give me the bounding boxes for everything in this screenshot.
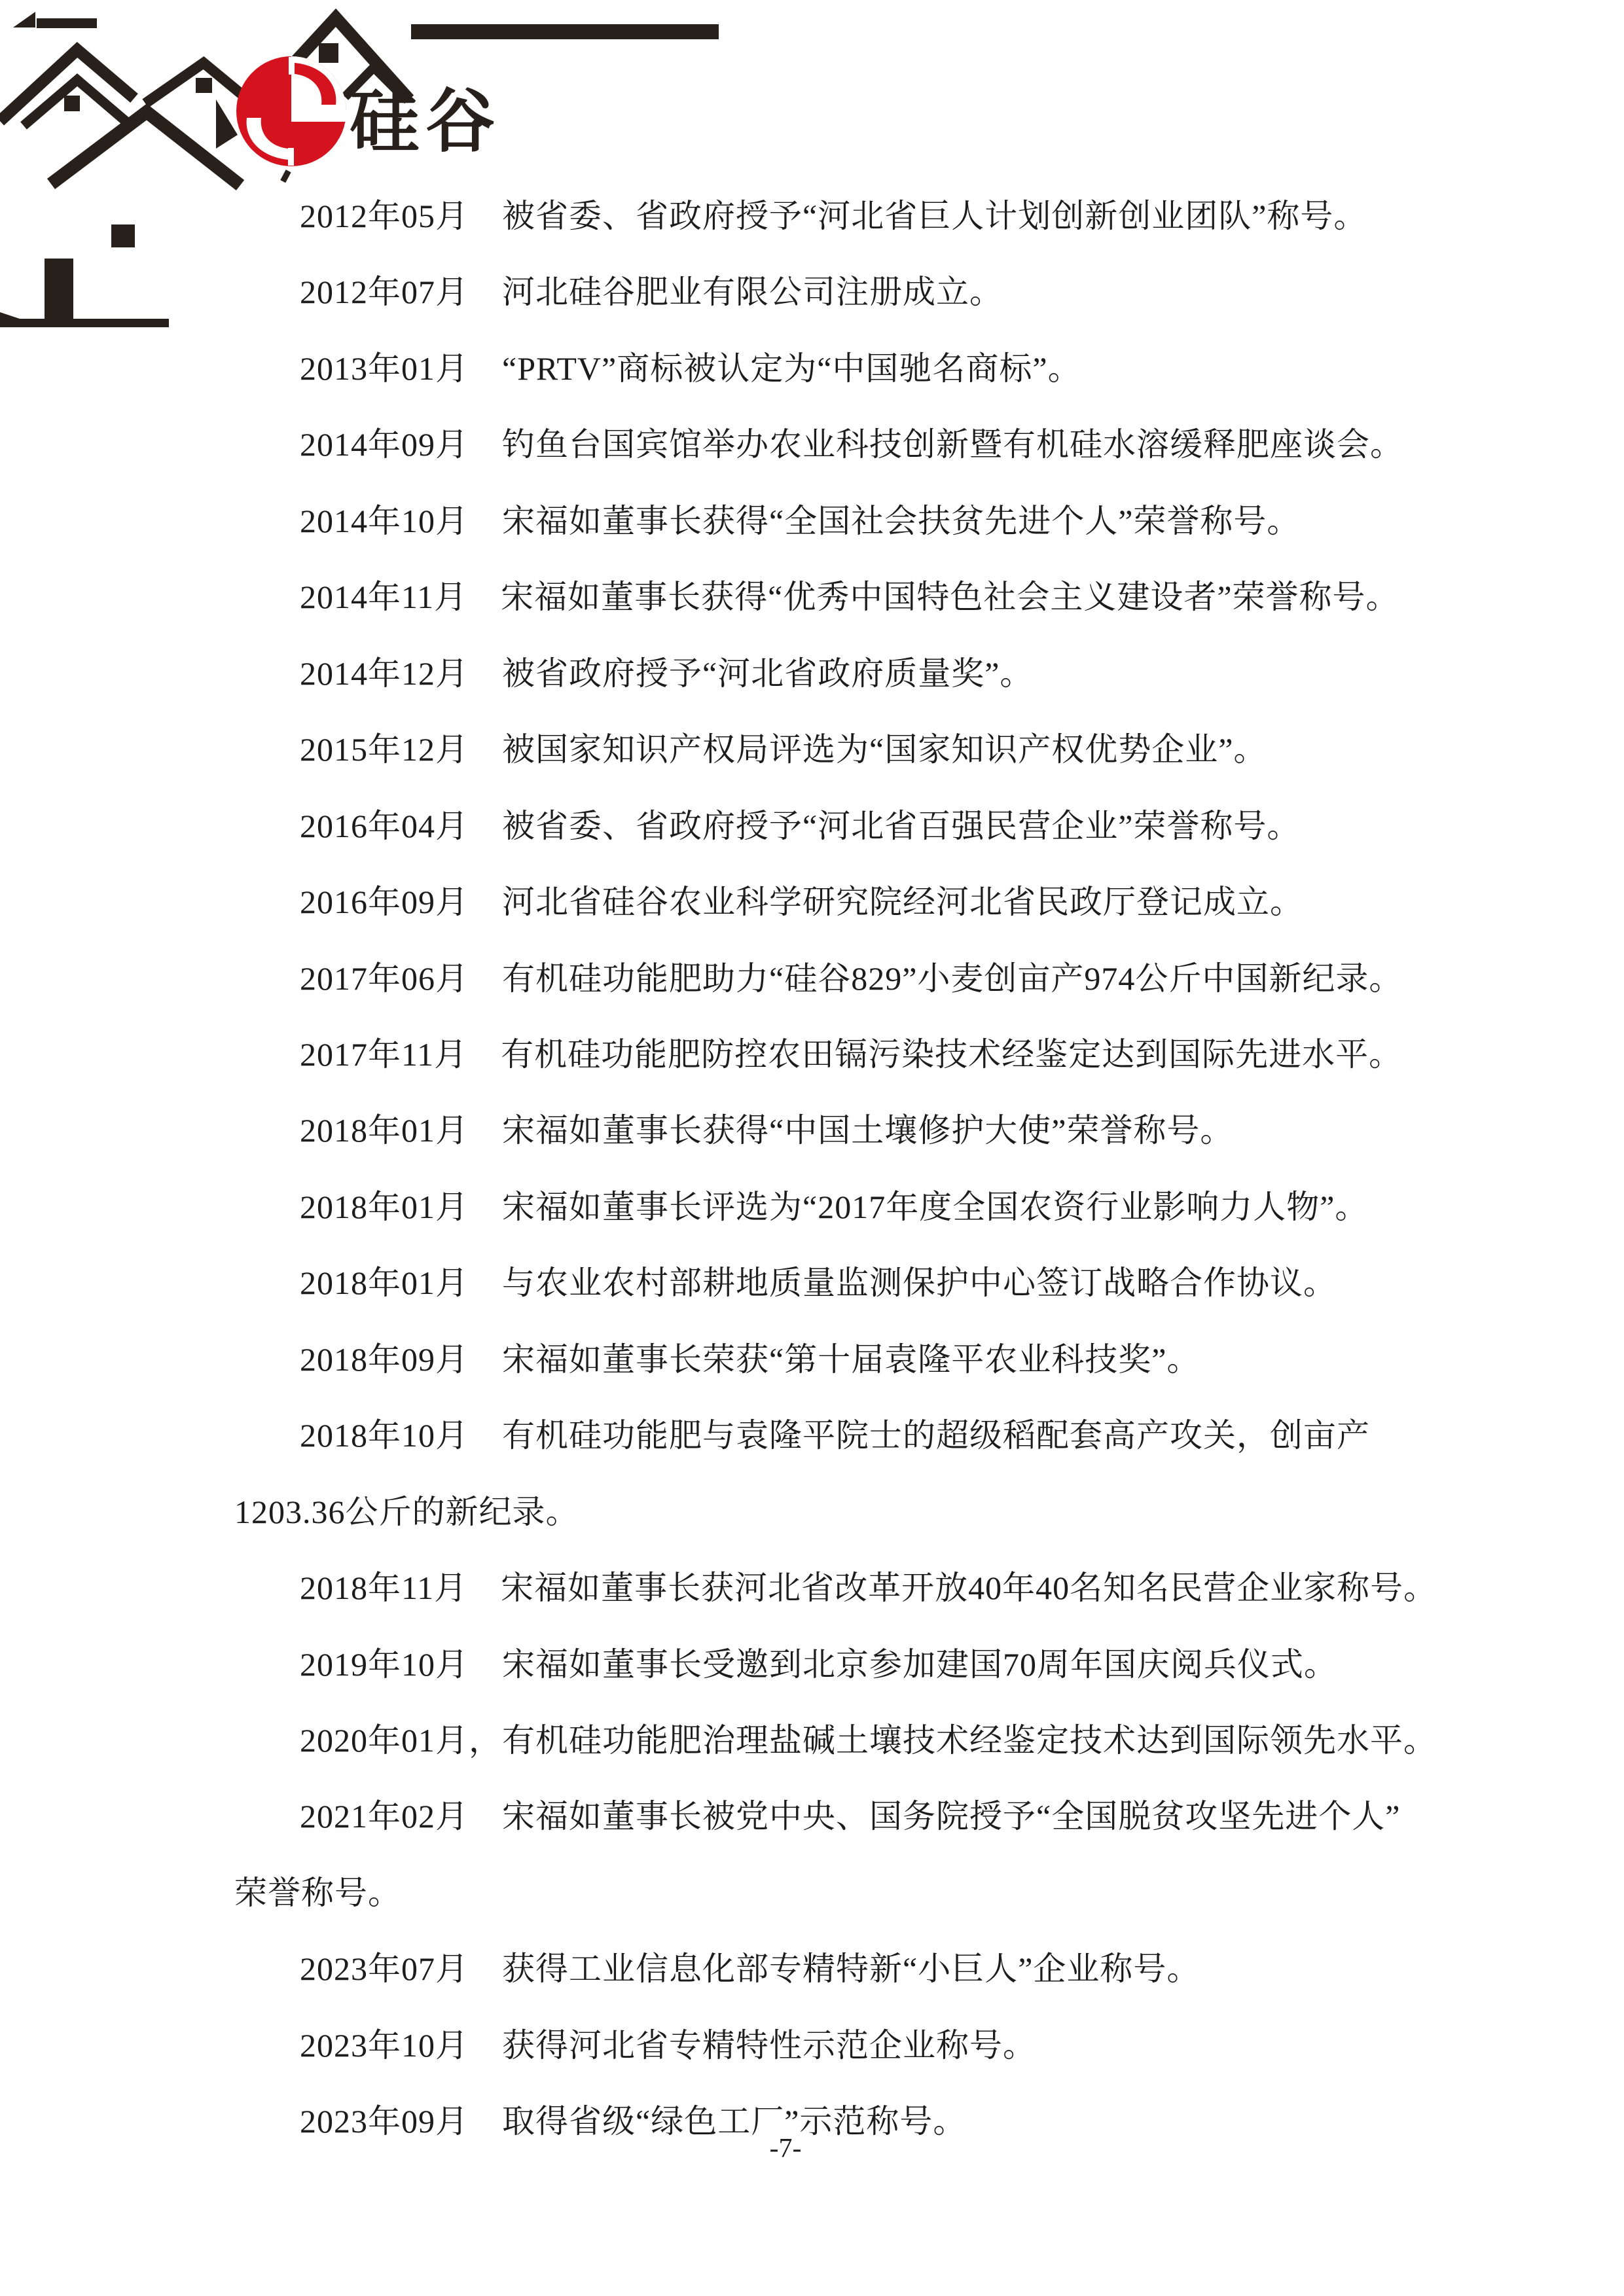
- timeline-entry-line: 2023年07月 获得工业信息化部专精特新“小巨人”企业称号。: [300, 1950, 1200, 1987]
- logo-wordmark: 硅谷: [350, 83, 501, 160]
- timeline-entry-line: 2012年05月 被省委、省政府授予“河北省巨人计划创新创业团队”称号。: [300, 198, 1367, 234]
- timeline-entry-line: 2023年10月 获得河北省专精特性示范企业称号。: [300, 2027, 1036, 2064]
- timeline-entry-line: 2020年01月，有机硅功能肥治理盐碱土壤技术经鉴定技术达到国际领先水平。: [300, 1722, 1437, 1759]
- timeline-entry-line: 2018年01月 宋福如董事长评选为“2017年度全国农资行业影响力人物”。: [300, 1189, 1369, 1225]
- timeline-entry-line: 2012年07月 河北硅谷肥业有限公司注册成立。: [300, 274, 1003, 310]
- page-number: -7-: [769, 2134, 802, 2164]
- timeline-entry-line: 2016年09月 河北省硅谷农业科学研究院经河北省民政厅登记成立。: [300, 884, 1303, 920]
- timeline-wrap-line: 荣誉称号。: [234, 1874, 401, 1911]
- timeline-entry-line: 2014年11月 宋福如董事长获得“优秀中国特色社会主义建设者”荣誉称号。: [300, 579, 1399, 615]
- timeline-entry-line: 2017年06月 有机硅功能肥助力“硅谷829”小麦创亩产974公斤中国新纪录。: [300, 960, 1403, 997]
- timeline-entry-line: 2018年10月 有机硅功能肥与袁隆平院士的超级稻配套高产攻关，创亩产: [300, 1417, 1370, 1454]
- timeline-entry-line: 2023年09月 取得省级“绿色工厂”示范称号。: [300, 2103, 967, 2140]
- timeline-entry-line: 2018年01月 宋福如董事长获得“中国土壤修护大使”荣誉称号。: [300, 1112, 1234, 1149]
- timeline-entry-line: 2019年10月 宋福如董事长受邀到北京参加建国70周年国庆阅兵仪式。: [300, 1646, 1337, 1683]
- timeline-entry-line: 2014年12月 被省政府授予“河北省政府质量奖”。: [300, 655, 1034, 692]
- timeline-entry-line: 2017年11月 有机硅功能肥防控农田镉污染技术经鉴定达到国际先进水平。: [300, 1036, 1403, 1073]
- timeline-wrap-line: 1203.36公斤的新纪录。: [234, 1494, 579, 1530]
- timeline-entry-line: 2015年12月 被国家知识产权局评选为“国家知识产权优势企业”。: [300, 731, 1267, 768]
- timeline-entry-line: 2021年02月 宋福如董事长被党中央、国务院授予“全国脱贫攻坚先进个人”: [300, 1798, 1401, 1835]
- timeline-entry-line: 2013年01月 “PRTV”商标被认定为“中国驰名商标”。: [300, 350, 1081, 387]
- timeline-entry-line: 2016年04月 被省委、省政府授予“河北省百强民营企业”荣誉称号。: [300, 808, 1301, 844]
- timeline-entry-line: 2014年09月 钓鱼台国宾馆举办农业科技创新暨有机硅水溶缓释肥座谈会。: [300, 426, 1403, 463]
- timeline-entry-line: 2018年09月 宋福如董事长荣获“第十届袁隆平农业科技奖”。: [300, 1341, 1200, 1378]
- timeline-entry-line: 2014年10月 宋福如董事长获得“全国社会扶贫先进个人”荣誉称号。: [300, 503, 1301, 539]
- timeline-entry-line: 2018年11月 宋福如董事长获河北省改革开放40年40名知名民营企业家称号。: [300, 1570, 1437, 1606]
- timeline-entry-line: 2018年01月 与农业农村部耕地质量监测保护中心签订战略合作协议。: [300, 1265, 1337, 1301]
